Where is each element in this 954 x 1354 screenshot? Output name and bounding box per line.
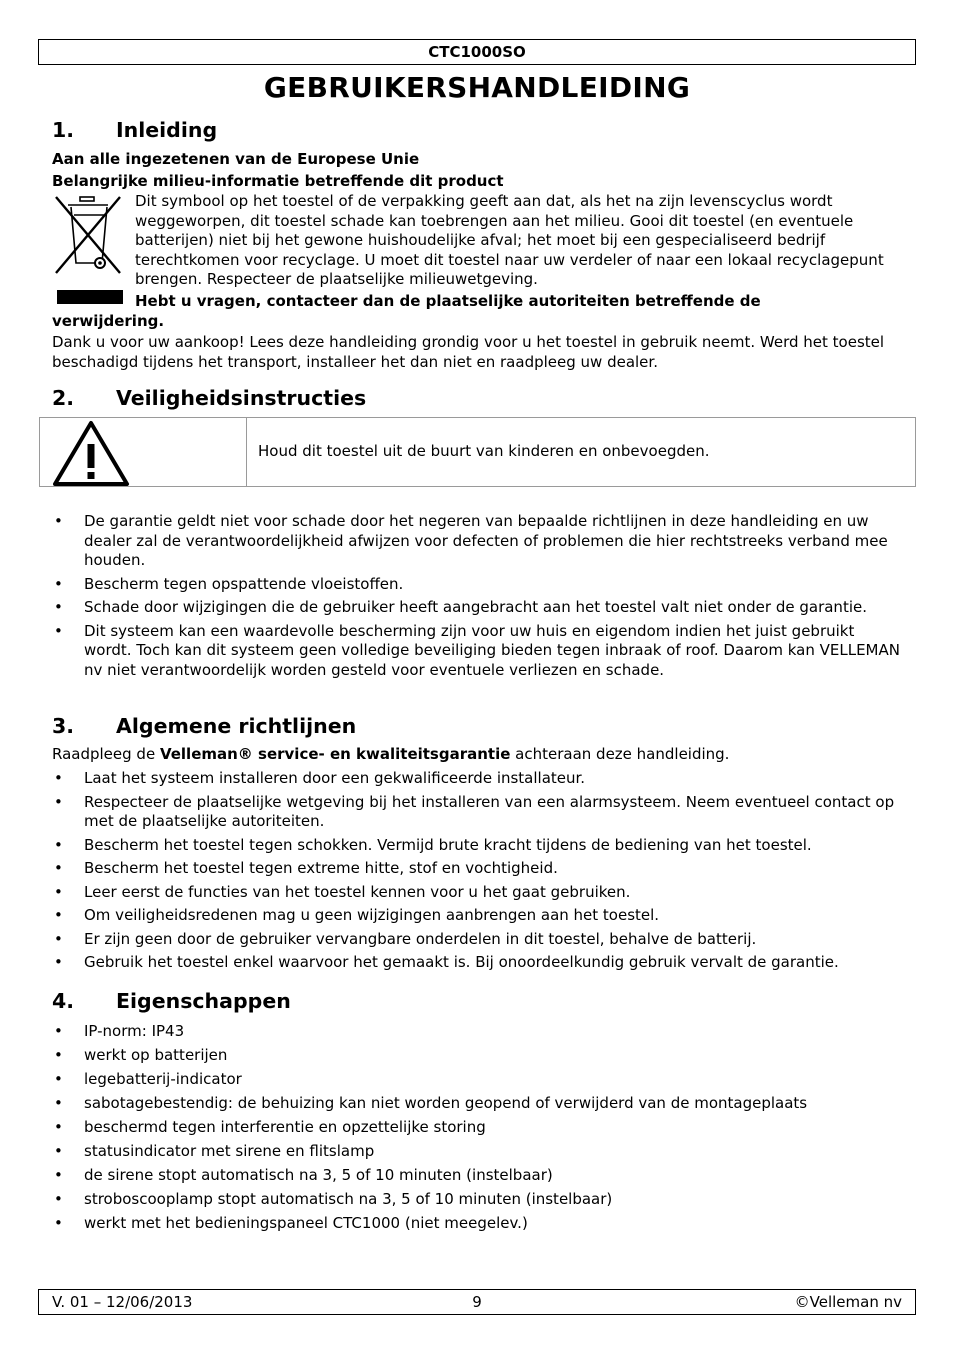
document-title: GEBRUIKERSHANDLEIDING — [263, 71, 691, 104]
list-item: • Bescherm het toestel tegen schokken. Vermijd brute kracht tijdens de bediening van het toestel. — [52, 836, 902, 856]
environment-info-subheading: Belangrijke milieu-informatie betreffende dit product — [52, 172, 504, 190]
list-item: • de sirene stopt automatisch na 3, 5 of 10 minuten (instelbaar) — [52, 1166, 902, 1186]
features-list — [52, 1022, 902, 1234]
list-item: • Laat het systeem installeren door een gekwalificeerde installateur. — [52, 769, 902, 789]
crossed-out-wheelie-bin-icon — [52, 193, 124, 277]
section-heading-general — [52, 713, 356, 739]
list-item: • Er zijn geen door de gebruiker vervangbare onderdelen in dit toestel, behalve de batterij. — [52, 930, 902, 950]
list-item: • legebatterij-indicator — [52, 1070, 902, 1090]
list-item: • beschermd tegen interferentie en opzettelijke storing — [52, 1118, 902, 1138]
list-item: • Om veiligheidsredenen mag u geen wijzigingen aanbrengen aan het toestel. — [52, 906, 902, 926]
model-number: CTC1000SO — [428, 43, 526, 61]
list-item: • sabotagebestendig: de behuizing kan niet worden geopend of verwijderd van de montageplaats — [52, 1094, 902, 1114]
section-title: Algemene richtlijnen — [116, 714, 357, 738]
copyright: ©Velleman nv — [794, 1293, 902, 1311]
warning-table — [39, 417, 916, 487]
page-footer — [38, 1289, 916, 1315]
list-item: • statusindicator met sirene en flitslamp — [52, 1142, 902, 1162]
general-guidelines-list — [52, 769, 902, 973]
warranty-pre: Raadpleeg de — [52, 745, 160, 763]
section-title: Veiligheidsinstructies — [116, 386, 367, 410]
section-heading-intro — [52, 117, 217, 143]
list-item: • Respecteer de plaatselijke wetgeving bij het installeren van een alarmsysteem. Neem eventueel contact op met de plaatselijke autoriteiten. — [52, 793, 902, 832]
list-item: • IP-norm: IP43 — [52, 1022, 902, 1042]
warranty-bold: Velleman® service- en kwaliteitsgarantie — [159, 745, 511, 763]
section-heading-safety — [52, 385, 366, 411]
eu-residents-subheading: Aan alle ingezetenen van de Europese Unie — [52, 150, 420, 168]
list-item: • Schade door wijzigingen die de gebruiker heeft aangebracht aan het toestel valt niet onder de garantie. — [52, 598, 902, 618]
list-item: • Leer eerst de functies van het toestel kennen voor u het gaat gebruiken. — [52, 883, 902, 903]
page-number: 9 — [472, 1293, 482, 1311]
list-item: • Bescherm het toestel tegen extreme hitte, stof en vochtigheid. — [52, 859, 902, 879]
section-number: 2. — [52, 386, 75, 410]
section-title: Eigenschappen — [116, 989, 291, 1013]
section-number: 1. — [52, 118, 75, 142]
warning-text: Houd dit toestel uit de buurt van kinderen en onbevoegden. — [258, 442, 710, 460]
list-item: • Dit systeem kan een waardevolle bescherming zijn voor uw huis en eigendom indien het juist gebruikt wordt. Toch kan dit systeem geen volledige beveiliging bieden tegen inbraak of roof. Daarom kan VELLEMAN nv niet verantwoordelijk worden gesteld voor eventuele verliezen en schade. — [52, 622, 902, 681]
table-divider — [246, 418, 247, 486]
weee-black-bar — [57, 290, 123, 304]
list-item: • Bescherm tegen opspattende vloeistoffen. — [52, 575, 902, 595]
contact-authorities-line2: verwijdering. — [52, 312, 165, 330]
list-item: • werkt met het bedieningspaneel CTC1000 (niet meegelev.) — [52, 1214, 902, 1234]
list-item: • werkt op batterijen — [52, 1046, 902, 1066]
section-heading-features — [52, 988, 291, 1014]
page-header — [38, 39, 916, 65]
version-date: V. 01 – 12/06/2013 — [52, 1293, 193, 1311]
safety-list — [52, 512, 902, 680]
list-item: • Gebruik het toestel enkel waarvoor het gemaakt is. Bij onoordeelkundig gebruik vervalt de garantie. — [52, 953, 902, 973]
section-title: Inleiding — [116, 118, 218, 142]
warranty-post: achteraan deze handleiding. — [510, 745, 730, 763]
list-item: • stroboscooplamp stopt automatisch na 3, 5 of 10 minuten (instelbaar) — [52, 1190, 902, 1210]
thank-you-paragraph: Dank u voor uw aankoop! Lees deze handleiding grondig voor u het toestel in gebruik neemt. Werd het toestel beschadigd tijdens het transport, installeer het dan niet en raadpleeg uw dealer. — [52, 333, 885, 371]
warranty-reference — [52, 745, 902, 765]
contact-authorities-line1: Hebt u vragen, contacteer dan de plaatselijke autoriteiten betreffende de — [135, 292, 761, 310]
weee-description: Dit symbool op het toestel of de verpakking geeft aan dat, als het na zijn levenscyclus wordt weggeworpen, dit toestel schade kan toebrengen aan het milieu. Gooi dit toestel (en eventuele batterijen) niet bij het gewone huishoudelijke afval; het moet bij een gespecialiseerd bedrijf terechtkomen voor recyclage. U moet dit toestel naar uw verdeler of naar een lokaal recyclagepunt brengen. Respecteer de plaatselijke milieuwetgeving. — [135, 192, 884, 288]
section-number: 3. — [52, 714, 75, 738]
section-number: 4. — [52, 989, 75, 1013]
warning-triangle-icon — [52, 420, 130, 486]
list-item: • De garantie geldt niet voor schade door het negeren van bepaalde richtlijnen in deze handleiding en uw dealer zal de verantwoordelijkheid afwijzen voor defecten of problemen die hier rechtstreeks verband mee houden. — [52, 512, 902, 571]
